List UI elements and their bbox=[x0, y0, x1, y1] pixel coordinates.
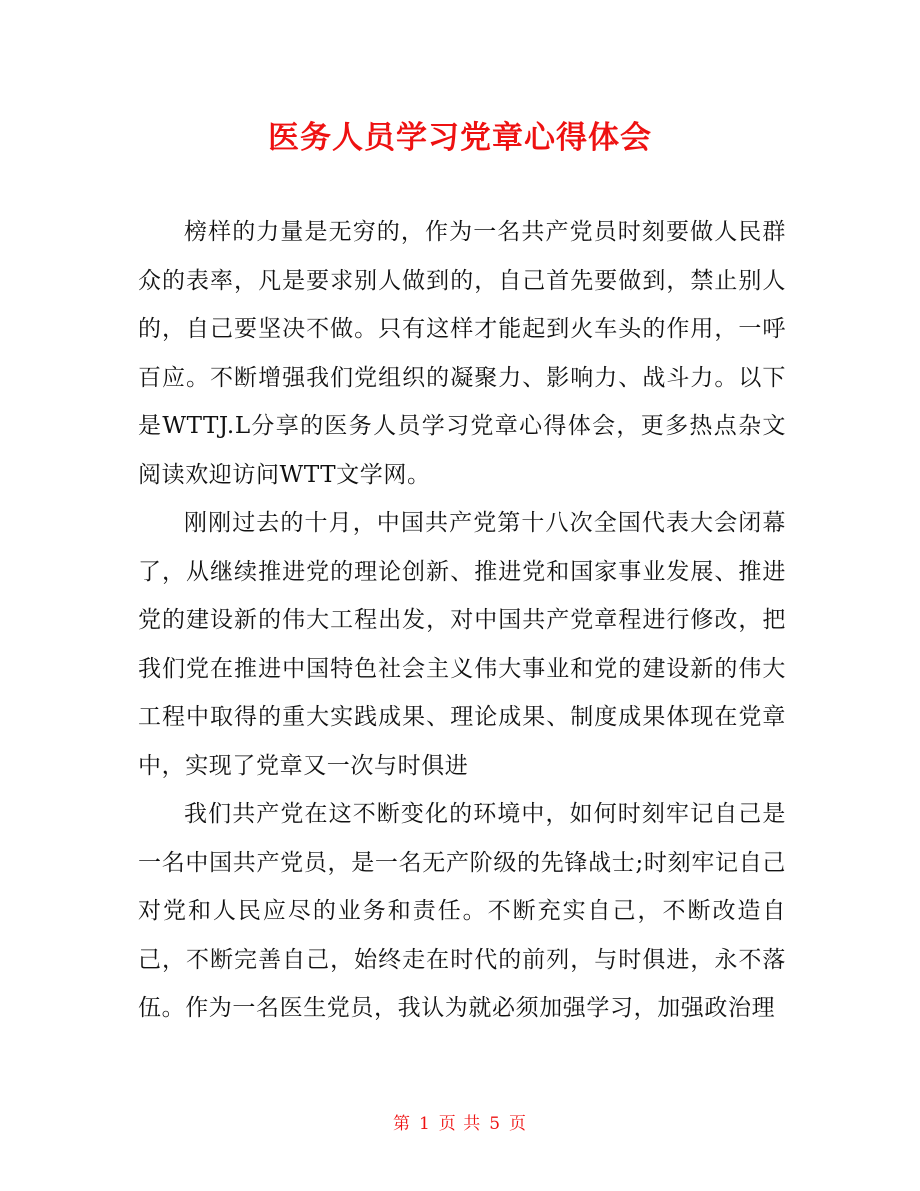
page-footer bbox=[0, 1112, 920, 1136]
page-label-mid: 页 共 bbox=[438, 1114, 482, 1134]
paragraph-3: 我们共产党在这不断变化的环境中，如何时刻牢记自己是一名中国共产党员，是一名无产阶级的先锋战士;时刻牢记自己对党和人民应尽的业务和责任。不断充实自己，不断改造自己，不断完善自己，始终走在时代的前列，与时俱进，永不落伍。作为一名医生党员，我认为就必须加强学习，加强政治理 bbox=[138, 801, 786, 1021]
page-label-suffix: 页 bbox=[509, 1114, 528, 1134]
paragraph-1: 榜样的力量是无穷的，作为一名共产党员时刻要做人民群众的表率，凡是要求别人做到的，自己首先要做到，禁止别人的，自己要坚决不做。只有这样才能起到火车头的作用，一呼百应。不断增强我们党组织的凝聚力、影响力、战斗力。以下是WTTJ.L分享的医务人员学习党章心得体会，更多热点杂文阅读欢迎访问WTT文学网。 bbox=[138, 219, 786, 488]
paragraph-2: 刚刚过去的十月，中国共产党第十八次全国代表大会闭幕了，从继续推进党的理论创新、推进党和国家事业发展、推进党的建设新的伟大工程出发，对中国共产党章程进行修改，把我们党在推进中国特色社会主义伟大事业和党的建设新的伟大工程中取得的重大实践成果、理论成果、制度成果体现在党章中，实现了党章又一次与时俱进 bbox=[138, 510, 786, 779]
page-number: 1 bbox=[418, 1114, 431, 1134]
page-total: 5 bbox=[489, 1114, 502, 1134]
document-body bbox=[138, 208, 786, 1033]
document-title: 医务人员学习党章心得体会 bbox=[268, 120, 652, 156]
page-label-prefix: 第 bbox=[392, 1114, 411, 1134]
